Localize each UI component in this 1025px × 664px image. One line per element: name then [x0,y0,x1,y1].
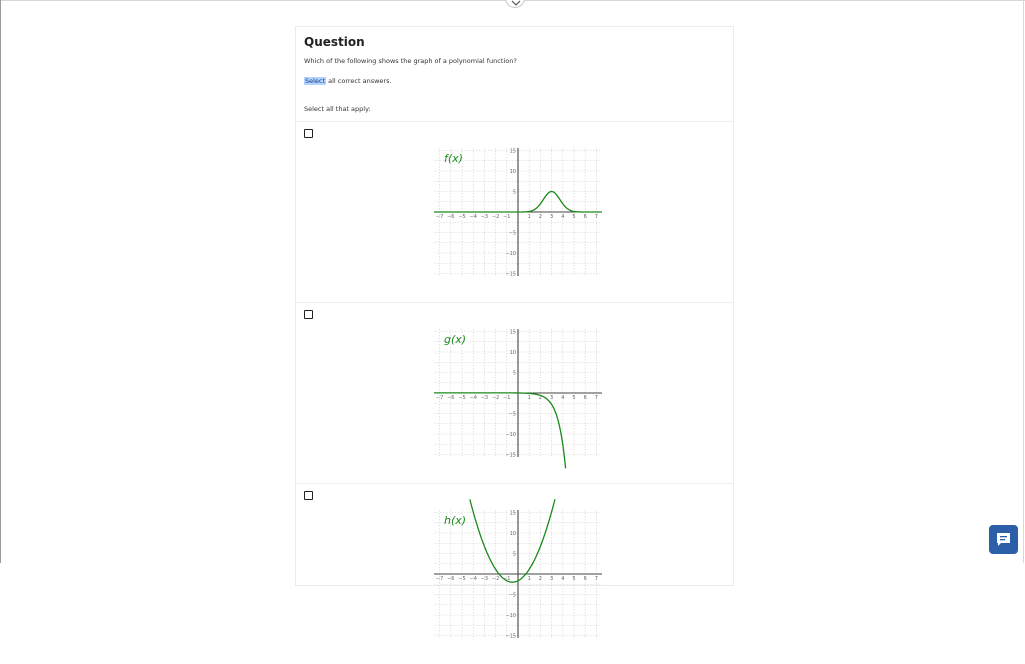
y-tick-label: 5 [512,189,516,196]
x-tick-label: 7 [594,576,598,582]
y-tick-label: 10 [509,169,516,175]
collapse-button[interactable] [505,0,525,8]
x-tick-label: 4 [561,395,565,401]
x-tick-label: 1 [527,576,531,582]
y-tick-label: 10 [509,531,516,537]
y-tick-label: 15 [509,329,516,336]
graph-g [432,327,604,459]
x-tick-label: −4 [469,214,477,220]
x-tick-label: 3 [550,395,554,401]
x-tick-label: −2 [491,214,500,220]
function-label: f(x) [444,152,463,165]
instruction-rest: all correct answers. [326,77,392,85]
option-checkbox[interactable] [304,310,313,319]
function-label: g(x) [444,333,467,346]
function-label: h(x) [444,514,467,527]
x-tick-label: 6 [583,214,587,220]
answer-option-f[interactable] [296,121,733,302]
y-tick-label: −10 [505,613,516,619]
option-graph [432,508,604,644]
right-divider [1023,0,1024,563]
x-tick-label: −6 [447,395,455,401]
graph-ticks [436,511,598,640]
x-tick-label: 5 [572,395,576,401]
x-tick-label: 4 [561,576,565,582]
x-tick-label: 5 [572,576,576,582]
x-tick-label: 4 [561,214,565,220]
x-tick-label: 2 [538,576,542,582]
y-tick-label: 15 [509,510,516,517]
question-instruction [304,77,392,85]
x-tick-label: −7 [435,576,444,582]
question-text: Which of the following shows the graph of a polynomial function? [304,57,517,65]
x-tick-label: 7 [594,214,598,220]
x-tick-label: −2 [491,576,500,582]
y-tick-label: −5 [508,411,516,418]
x-tick-label: 7 [594,395,598,401]
graph-ticks [436,149,598,278]
x-tick-label: −7 [435,395,444,401]
x-tick-label: −4 [469,395,477,401]
x-tick-label: −5 [458,395,466,401]
x-tick-label: −1 [503,214,511,220]
y-tick-label: −15 [505,452,516,459]
x-tick-label: 5 [572,214,576,220]
question-header: Question [304,35,365,49]
chevron-down-icon [511,0,521,6]
x-tick-label: −4 [469,576,477,582]
y-tick-label: 15 [509,148,516,155]
x-tick-label: −5 [458,576,466,582]
x-tick-label: −3 [480,395,489,401]
x-tick-label: −3 [480,214,489,220]
option-checkbox[interactable] [304,129,313,138]
x-tick-label: −7 [435,214,444,220]
x-tick-label: 2 [538,395,542,401]
y-tick-label: −15 [505,633,516,640]
x-tick-label: 6 [583,395,587,401]
y-tick-label: −15 [505,271,516,278]
option-graph [432,327,604,463]
x-tick-label: −6 [447,214,455,220]
x-tick-label: −1 [503,395,511,401]
graph-axes [434,510,602,638]
y-tick-label: −10 [505,251,516,257]
answer-option-g[interactable] [296,302,733,483]
option-graph [432,146,604,282]
x-tick-label: 2 [538,214,542,220]
select-all-label: Select all that apply: [304,105,371,113]
x-tick-label: −3 [480,576,489,582]
x-tick-label: −5 [458,214,466,220]
x-tick-label: 1 [527,214,531,220]
instruction-highlight: Select [305,77,326,85]
y-tick-label: −5 [508,230,516,237]
y-tick-label: −5 [508,592,516,599]
x-tick-label: −2 [491,395,500,401]
answer-option-h[interactable] [296,483,733,664]
graph-curve [434,393,566,468]
x-tick-label: 3 [550,214,554,220]
x-tick-label: 3 [550,576,554,582]
x-tick-label: −6 [447,576,455,582]
graph-h [432,508,604,640]
y-tick-label: 10 [509,350,516,356]
x-tick-label: 6 [583,576,587,582]
chat-icon [995,531,1012,548]
graph-f [432,146,604,278]
question-card [295,26,734,640]
y-tick-label: 5 [512,370,516,377]
graph-ticks [436,330,598,459]
chat-button[interactable] [989,525,1018,554]
x-tick-label: −1 [503,576,511,582]
option-checkbox[interactable] [304,491,313,500]
y-tick-label: −10 [505,432,516,438]
y-tick-label: 5 [512,551,516,558]
x-tick-label: 1 [527,395,531,401]
